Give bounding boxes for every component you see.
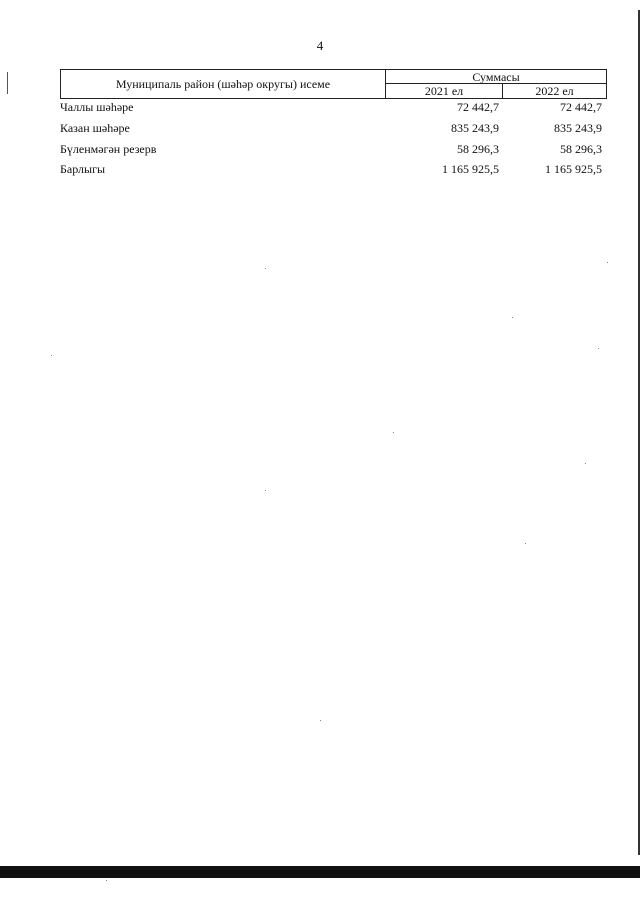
scan-edge-bottom	[0, 866, 640, 878]
header-year-2022: 2022 ел	[535, 84, 574, 98]
scan-speck	[598, 348, 599, 349]
scan-mark-left	[7, 72, 8, 94]
scan-speck	[512, 317, 513, 318]
table-row	[60, 120, 607, 136]
header-sum-column: Суммасы	[386, 70, 606, 84]
page-number: 4	[316, 38, 324, 53]
row-value-2021: 72 442,7	[457, 100, 499, 114]
scan-speck	[393, 432, 394, 433]
scan-speck	[265, 490, 266, 491]
scan-speck	[51, 355, 52, 356]
header-name-column: Муниципаль район (шәһәр округы) исеме	[61, 70, 386, 98]
row-name: Чаллы шәһәре	[60, 100, 134, 114]
row-value-2022: 72 442,7	[560, 100, 602, 114]
row-value-2022: 58 296,3	[560, 142, 602, 156]
row-value-2021: 1 165 925,5	[442, 162, 499, 176]
row-name: Казан шәһәре	[60, 121, 130, 135]
row-value-2021: 58 296,3	[457, 142, 499, 156]
row-name: Бүленмәгән резерв	[60, 142, 157, 156]
scan-speck	[607, 262, 608, 263]
header-year-2021: 2021 ел	[386, 84, 503, 98]
scan-speck	[525, 543, 526, 544]
row-value-2022: 835 243,9	[554, 121, 602, 135]
table-row	[60, 99, 607, 115]
row-value-2021: 835 243,9	[451, 121, 499, 135]
row-value-2022: 1 165 925,5	[545, 162, 602, 176]
scan-speck	[106, 880, 107, 881]
scan-speck	[320, 720, 321, 721]
scan-speck	[585, 463, 586, 464]
table-row	[60, 141, 607, 157]
table-header	[60, 69, 607, 99]
table-row-total	[60, 161, 607, 177]
scan-speck	[265, 268, 266, 269]
row-name: Барлыгы	[60, 162, 106, 176]
